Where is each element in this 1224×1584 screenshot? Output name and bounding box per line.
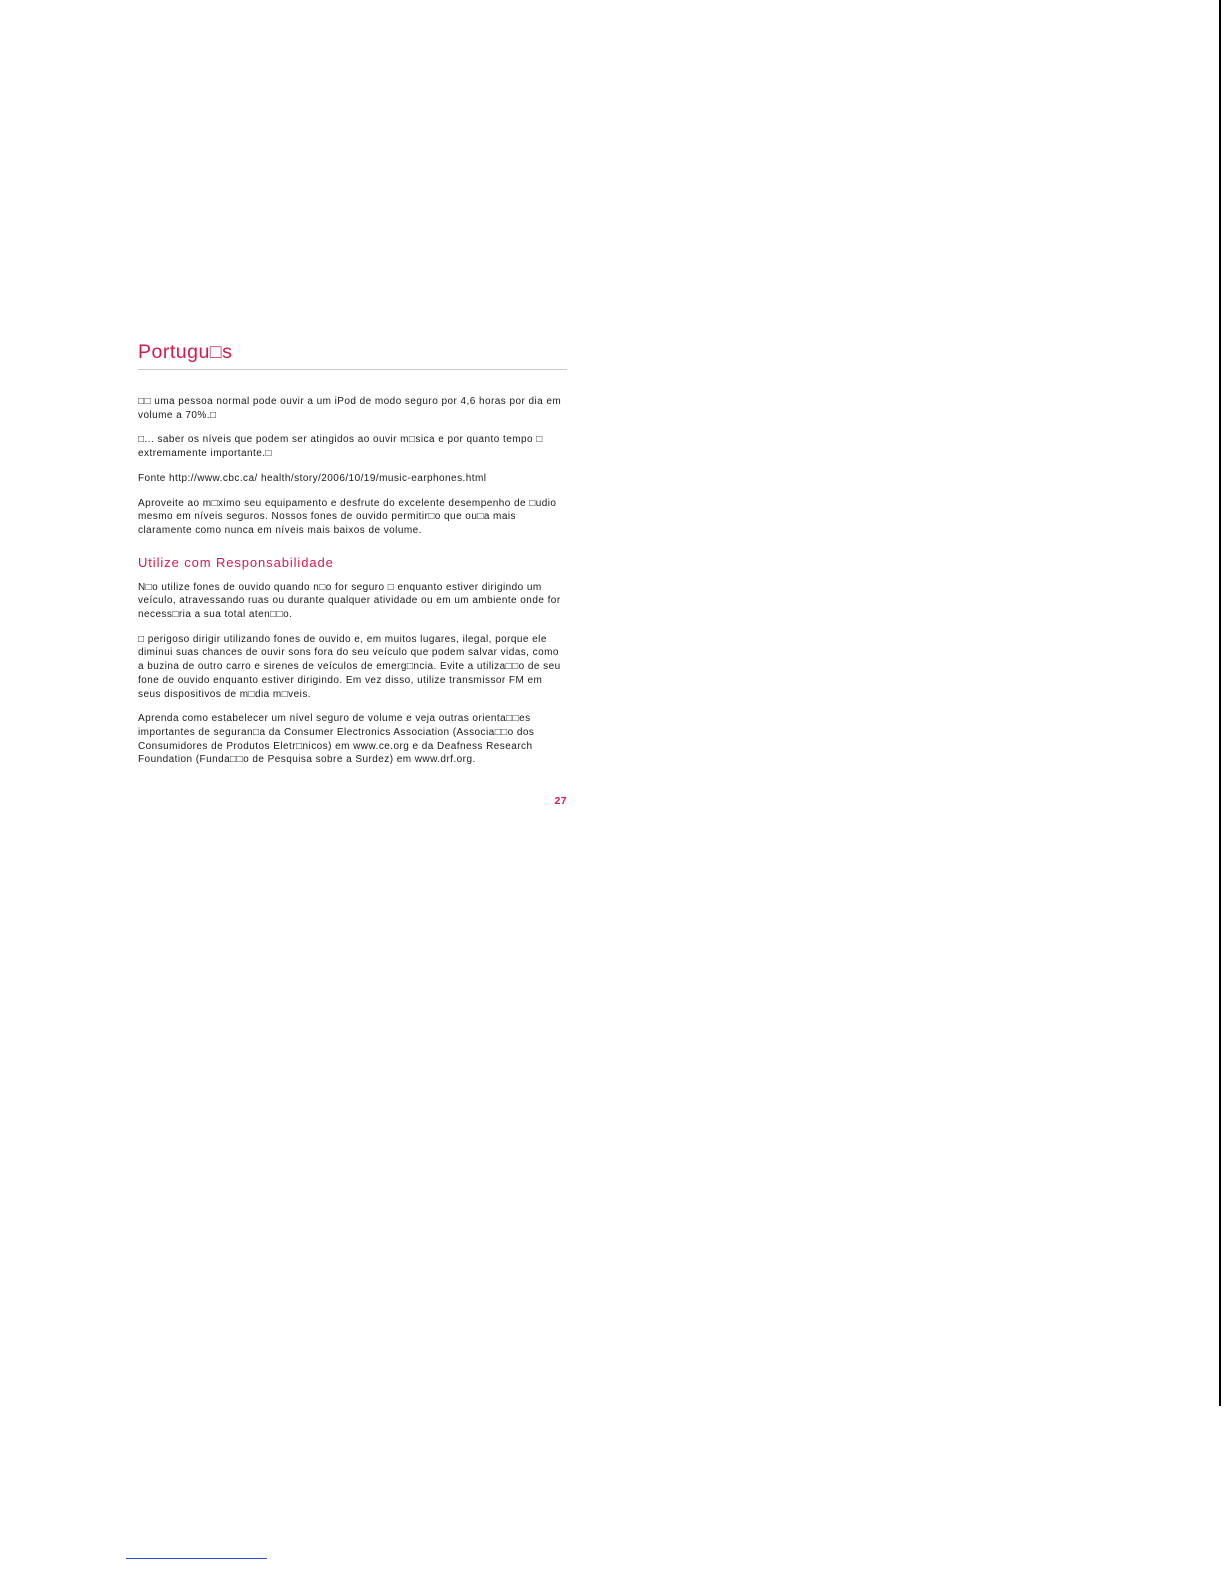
source-paragraph: Fonte http://www.cbc.ca/ health/story/2006/10/19/music-earphones.html — [138, 472, 487, 484]
section-paragraph-1: N□o utilize fones de ouvido quando n□o for seguro □ enquanto estiver dirigindo um veículo, atravessando ruas ou durante qualquer atividade ou em um ambiente onde for necess□ria a sua total aten□□o. — [138, 581, 561, 621]
intro-paragraph-4: Aproveite ao m□ximo seu equipamento e desfrute do excelente desempenho de □udio mesmo em níveis seguros. Nossos fones de ouvido permitir□o que ou□a mais claramente como nunca em níveis mais baixos de volume. — [138, 497, 557, 536]
section-paragraph-2: □ perigoso dirigir utilizando fones de ouvido e, em muitos lugares, ilegal, porque ele diminui suas chances de ouvir sons fora do seu veículo que podem salvar vidas, como a buzina de outro carro e sirenes de veículos de emerg□ncia. Evite a utiliza□□o de seu fone de ouvido enquanto estiver dirigindo. Em vez disso, utilize transmissor FM em seus dispositivos de m□dia m□veis. — [138, 633, 561, 700]
footnote-rule — [126, 1558, 267, 1559]
intro-paragraph-1: □□ uma pessoa normal pode ouvir a um iPod de modo seguro por 4,6 horas por dia em volume a 70%.□ — [138, 396, 562, 421]
language-title: Portugu□s — [138, 341, 233, 363]
page-content — [138, 340, 568, 767]
intro-paragraph-2: □... saber os níveis que podem ser atingidos ao ouvir m□sica e por quanto tempo □ extremamente importante.□ — [138, 434, 543, 460]
title-divider — [138, 369, 567, 370]
section-title: Utilize com Responsabilidade — [138, 554, 334, 570]
page-number: 27 — [554, 795, 567, 807]
section-paragraph-3: Aprenda como estabelecer um nível seguro de volume e veja outras orienta□□es importantes de seguran□a da Consumer Electronics Association (Associa□□o dos Consumidores de Produtos Eletr□nicos) em www.ce.org e da Deafness Research Foundation (Funda□□o de Pesquisa sobre a Surdez) em www.drf.org. — [138, 713, 535, 766]
page-edge-rule — [1219, 0, 1221, 1406]
